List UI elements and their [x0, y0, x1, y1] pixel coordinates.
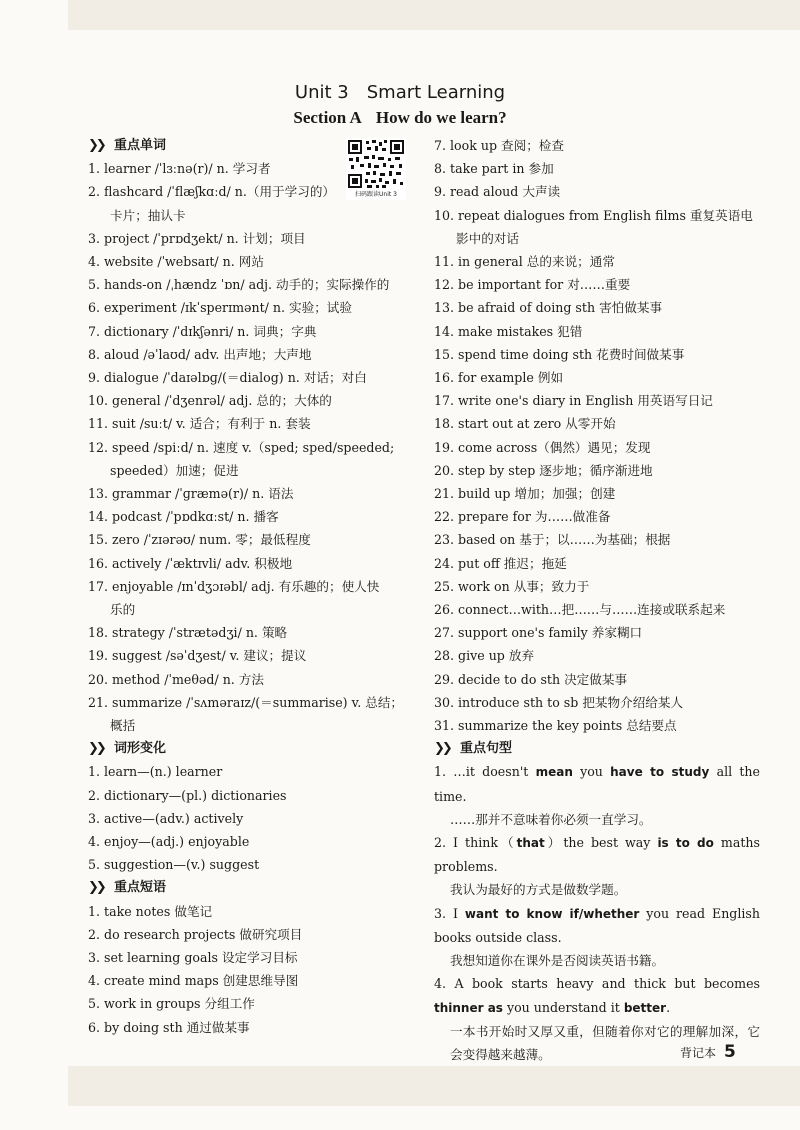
phrase-item: 19. come across（偶然）遇见；发现	[434, 439, 651, 455]
phrase-item: 4. create mind maps 创建思维导图	[88, 973, 299, 989]
vocab-item: 5. hands-on /ˌhændz ˈɒn/ adj. 动手的；实际操作的	[88, 277, 390, 293]
vocab-item: 16. actively /ˈæktɪvli/ adv. 积极地	[88, 555, 293, 571]
wordform-item: 3. active—(adv.) actively	[88, 810, 244, 826]
vocab-item: 8. aloud /əˈlaʊd/ adv. 出声地；大声地	[88, 346, 312, 362]
phrase-item: 9. read aloud 大声读	[434, 184, 561, 200]
vocab-item: 13. grammar /ˈɡræmə(r)/ n. 语法	[88, 486, 294, 502]
phrase-item: 24. put off 推迟；拖延	[434, 555, 567, 571]
footer-label: 背记本	[680, 1046, 717, 1060]
phrase-item: 22. prepare for 为……做准备	[434, 509, 611, 525]
qr-caption: 扫码跟读Unit 3	[355, 191, 397, 198]
phrase-item: 29. decide to do sth 决定做某事	[434, 671, 628, 687]
phrase-item: 12. be important for 对……重要	[434, 277, 631, 293]
wordform-item: 5. suggestion—(v.) suggest	[88, 857, 260, 873]
sentence-heading: ❯❯ 重点句型	[434, 737, 760, 760]
phrase-item: 15. spend time doing sth 花费时间做某事	[434, 346, 685, 362]
vocab-item: 19. suggest /səˈdʒest/ v. 建议；提议	[88, 648, 307, 664]
vocab-heading: ❯❯ 重点单词	[88, 134, 418, 157]
vocab-item: 2. flashcard /ˈflæʃkɑːd/ n.（用于学习的）	[88, 184, 336, 200]
double-chevron-icon: ❯❯	[88, 880, 104, 896]
double-chevron-icon: ❯❯	[88, 138, 104, 153]
vocab-item: 7. dictionary /ˈdɪkʃənri/ n. 词典；字典	[88, 323, 317, 339]
sentence-item: 4. A book starts heavy and thick but becomes thinner as you understand it better. 一本书开始时又厚又重，但随着你对它的理解加深，它会变得越来越薄。	[434, 972, 760, 1066]
phrase-item: 17. write one's diary in English 用英语写日记	[434, 393, 713, 409]
phrase-item: 26. connect…with…把……与……连接或联系起来	[434, 602, 726, 618]
top-band	[68, 0, 800, 30]
phrase-item: 25. work on 从事；致力于	[434, 578, 590, 594]
phrase-item: 3. set learning goals 设定学习目标	[88, 950, 298, 966]
section-title	[0, 108, 800, 128]
phrase-item: 30. introduce sth to sb 把某物介绍给某人	[434, 694, 684, 710]
unit-name: Smart Learning	[366, 82, 506, 103]
phrase-item: 18. start out at zero 从零开始	[434, 416, 616, 432]
phrase-item: 7. look up 查阅；检查	[434, 138, 564, 153]
page-number: 5	[724, 1042, 736, 1062]
vocab-item: 12. speed /spiːd/ n. 速度 v.（sped; sped/speeded;	[88, 439, 395, 455]
unit-title	[0, 82, 800, 103]
double-chevron-icon: ❯❯	[88, 741, 104, 757]
phrase-item: 31. summarize the key points 总结要点	[434, 718, 677, 734]
vocab-item: 17. enjoyable /ɪnˈdʒɔɪəbl/ adj. 有乐趣的；使人快	[88, 578, 380, 594]
sentence-translation: 我想知道你在课外是否阅读英语书籍。	[450, 953, 665, 969]
phrase-item: 16. for example 例如	[434, 370, 564, 386]
vocab-item-continued: 卡片；抽认卡	[110, 207, 186, 223]
wordform-item: 4. enjoy—(adj.) enjoyable	[88, 834, 250, 850]
double-chevron-icon: ❯❯	[434, 741, 450, 757]
phrase-item: 14. make mistakes 犯错	[434, 323, 583, 339]
phrase-item: 1. take notes 做笔记	[88, 903, 213, 919]
phrase-item: 6. by doing sth 通过做某事	[88, 1019, 250, 1035]
sentence-translation: 我认为最好的方式是做数学题。	[450, 882, 627, 898]
vocab-item: 9. dialogue /ˈdaɪəlɒɡ/(＝dialog) n. 对话；对白	[88, 370, 367, 386]
phrase-item-continued: 影中的对话	[456, 230, 519, 246]
vocab-item: 11. suit /suːt/ v. 适合；有利于 n. 套装	[88, 416, 311, 432]
vocab-item: 18. strategy /ˈstrætədʒi/ n. 策略	[88, 625, 288, 641]
vocab-item-continued: 概括	[110, 718, 136, 734]
section-label: Section A	[293, 108, 362, 127]
sentence-translation: 一本书开始时又厚又重，但随着你对它的理解加深，它会变得越来越薄。	[450, 1023, 760, 1062]
phrase-item: 5. work in groups 分组工作	[88, 996, 255, 1012]
vocab-item: 4. website /ˈwebsaɪt/ n. 网站	[88, 254, 264, 269]
phrase-item: 21. build up 增加；加强；创建	[434, 486, 616, 502]
vocab-item: 1. learner /ˈlɜːnə(r)/ n. 学习者	[88, 161, 271, 177]
phrase-item: 13. be afraid of doing sth 害怕做某事	[434, 300, 663, 316]
bottom-band	[68, 1066, 800, 1106]
vocab-item: 3. project /ˈprɒdʒekt/ n. 计划；项目	[88, 230, 306, 246]
page-footer	[680, 1042, 736, 1062]
sentence-item: 2. I think（that）the best way is to do maths problems. 我认为最好的方式是做数学题。	[434, 831, 760, 902]
phrase-item: 20. step by step 逐步地；循序渐进地	[434, 462, 653, 478]
vocab-item: 21. summarize /ˈsʌməraɪz/(＝summarise) v. 总结；	[88, 694, 404, 710]
phrase-item: 8. take part in 参加	[434, 161, 554, 177]
vocab-item: 6. experiment /ɪkˈsperɪmənt/ n. 实验；试验	[88, 300, 352, 316]
section-question: How do we learn?	[375, 108, 507, 127]
right-column	[434, 134, 760, 1066]
phrase-item: 2. do research projects 做研究项目	[88, 926, 303, 942]
sentence-translation: ……那并不意味着你必须一直学习。	[450, 811, 652, 827]
left-column	[88, 134, 418, 1039]
phrase-item: 23. based on 基于；以……为基础；根据	[434, 532, 671, 548]
wordform-item: 2. dictionary—(pl.) dictionaries	[88, 787, 287, 803]
sentence-item: 1. …it doesn't mean you have to study all the time. ……那并不意味着你必须一直学习。	[434, 760, 760, 831]
vocab-item-continued: speeded）加速；促进	[110, 462, 239, 478]
phrase-item: 10. repeat dialogues from English films 重复英语电	[434, 207, 753, 223]
wordform-heading: ❯❯ 词形变化	[88, 737, 418, 760]
phrase-heading: ❯❯ 重点短语	[88, 876, 418, 899]
sentence-item: 3. I want to know if/whether you read English books outside class. 我想知道你在课外是否阅读英语书籍。	[434, 902, 760, 973]
vocab-item: 10. general /ˈdʒenrəl/ adj. 总的；大体的	[88, 393, 332, 409]
wordform-item: 1. learn—(n.) learner	[88, 764, 223, 780]
vocab-item: 20. method /ˈmeθəd/ n. 方法	[88, 671, 264, 687]
vocab-item-continued: 乐的	[110, 602, 136, 618]
vocab-item: 15. zero /ˈzɪərəʊ/ num. 零；最低程度	[88, 532, 311, 548]
phrase-item: 11. in general 总的来说；通常	[434, 254, 615, 270]
unit-number: Unit 3	[294, 82, 349, 103]
phrase-item: 27. support one's family 养家糊口	[434, 625, 643, 641]
phrase-item: 28. give up 放弃	[434, 648, 535, 664]
vocab-item: 14. podcast /ˈpɒdkɑːst/ n. 播客	[88, 509, 279, 525]
